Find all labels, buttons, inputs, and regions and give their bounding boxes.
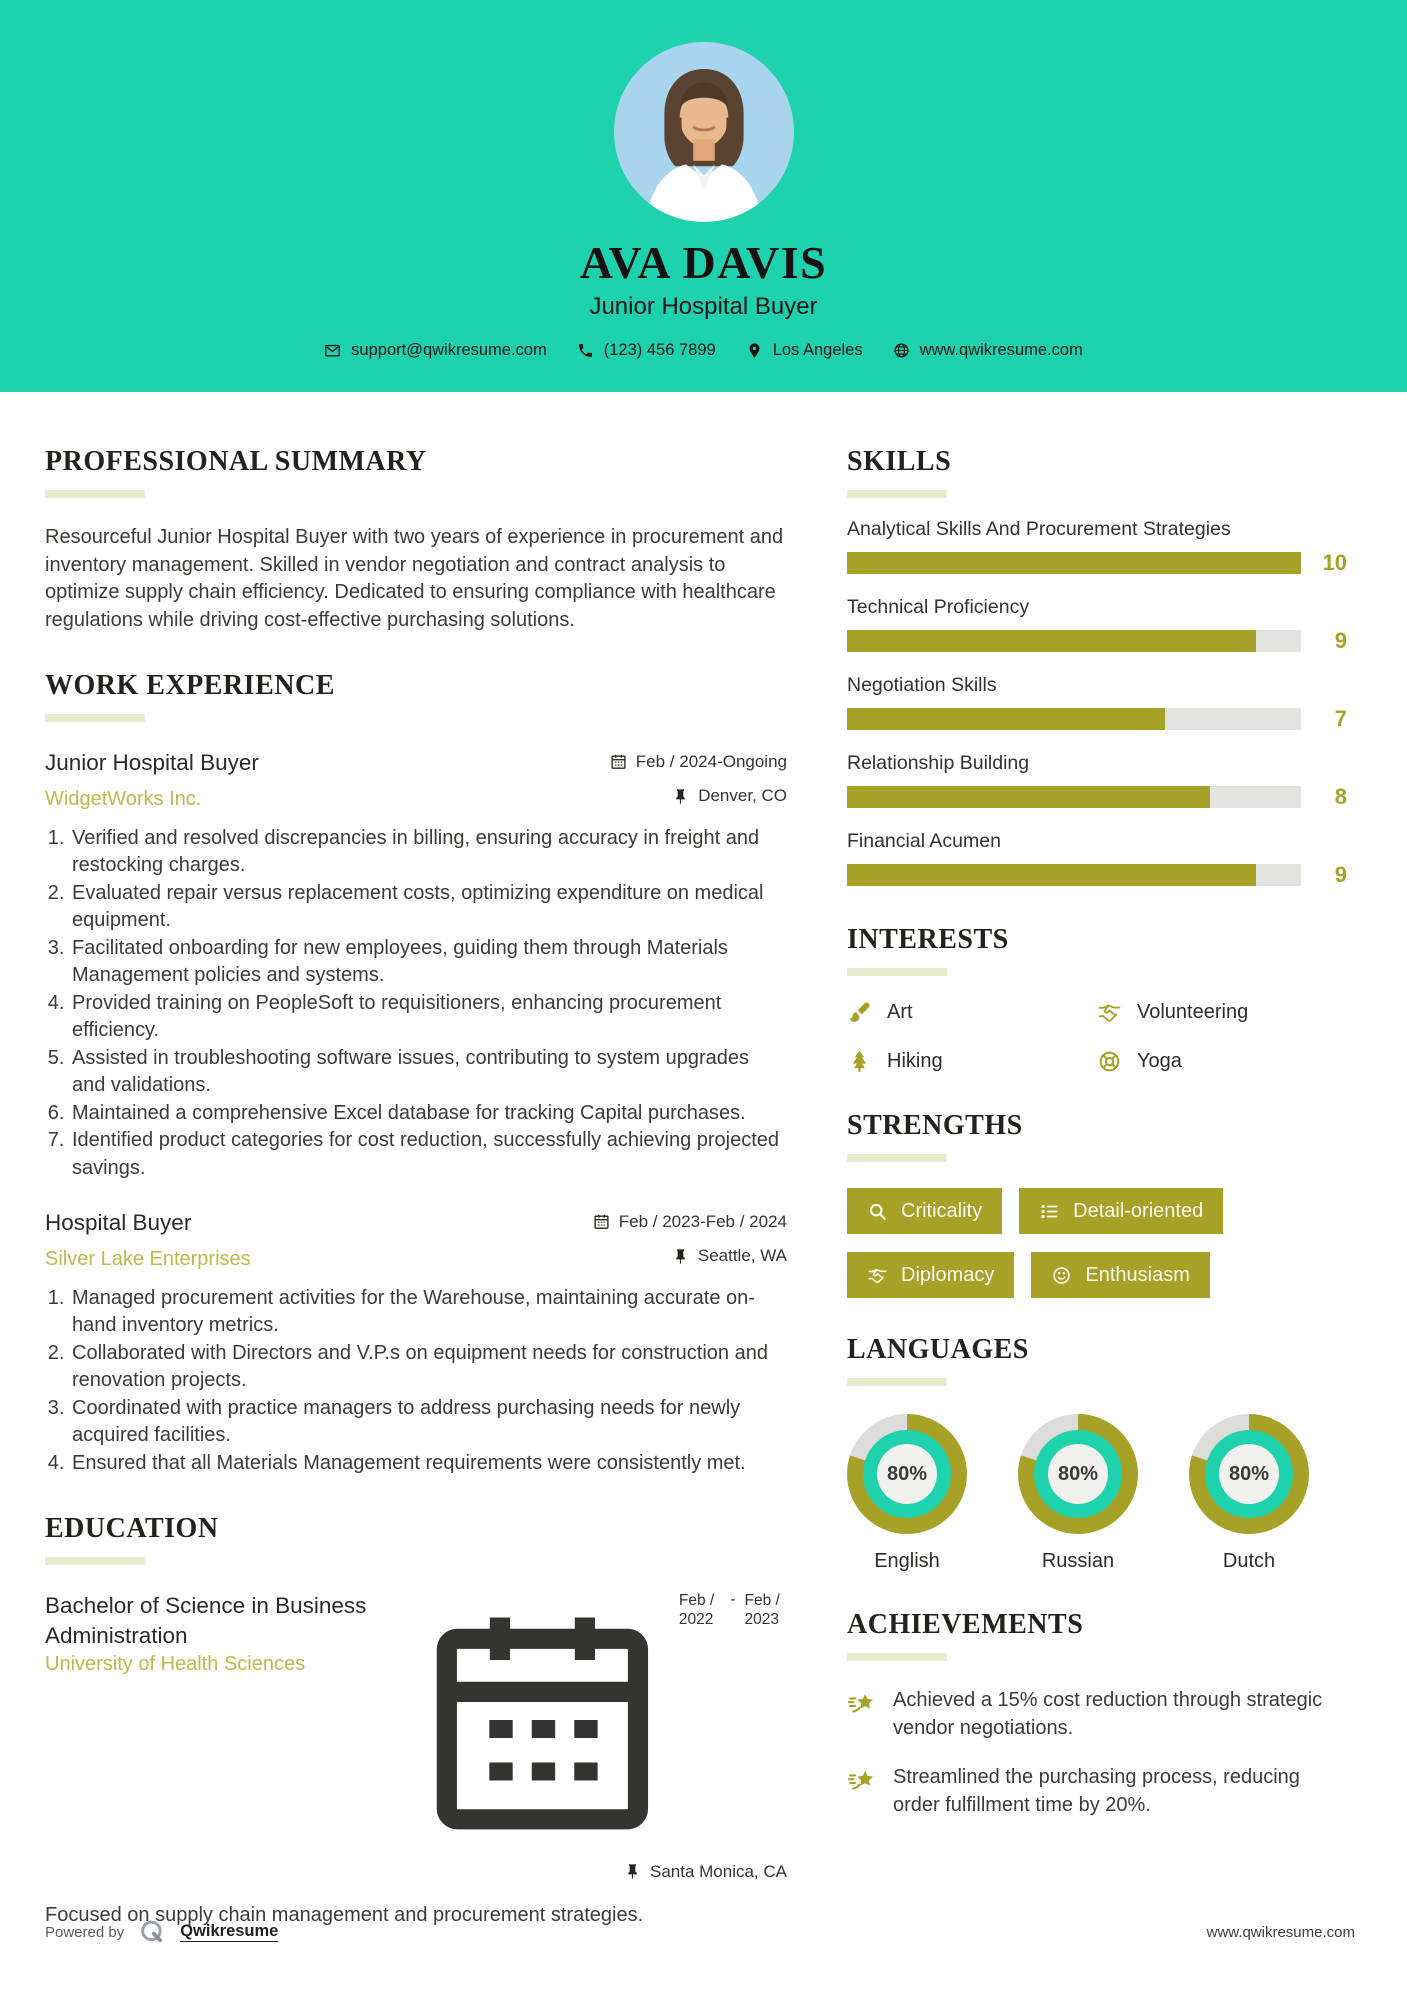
strength-badge [847,1188,1002,1234]
contact-label: Los Angeles [772,341,863,360]
left-column [45,446,787,1929]
job-location-text: Denver, CO [698,786,787,805]
job-bullet-list [45,1285,787,1478]
footer-website[interactable]: www.qwikresume.com [1206,1923,1355,1941]
job-dates [610,752,787,772]
pushpin-icon [672,1248,689,1265]
skill-bar-fill [847,786,1210,808]
interest-label: Volunteering [1137,1001,1249,1023]
donut-inner-ring [1205,1430,1293,1518]
skill-bar-track [847,630,1301,652]
job-bullet: 1. Managed procurement activities for the Warehouse, maintaining accurate on-hand inventory metrics. [70,1285,787,1340]
job-dates [593,1212,787,1232]
job-bullet: 5. Assisted in troubleshooting software issues, contributing to system upgrades and validations. [70,1045,787,1100]
job-bullet: 3. Facilitated onboarding for new employees, guiding them through Materials Management policies and systems. [70,935,787,990]
skill-row [847,674,1347,732]
job-title: Hospital Buyer [45,1210,192,1235]
person-name: AVA DAVIS [579,237,828,288]
skill-value: 7 [1334,706,1347,731]
contact-row [0,341,1407,360]
profile-photo [614,42,794,222]
heading-rule [847,490,947,498]
job-location-text: Seattle, WA [697,1246,787,1265]
section-skills [847,446,1347,888]
magnifier-icon [867,1201,888,1222]
section-languages [847,1334,1347,1573]
language-item [1018,1414,1138,1573]
achievement-item [847,1764,1347,1819]
education-date-separator: - [730,1591,736,1608]
achievements-heading: ACHIEVEMENTS [847,1609,1084,1640]
job-entry [45,750,787,1182]
education-heading: EDUCATION [45,1513,219,1544]
heading-rule [847,1378,947,1386]
section-education [45,1513,787,1929]
skill-name: Technical Proficiency [847,596,1030,618]
skill-name: Relationship Building [847,752,1030,774]
language-percent: 80% [877,1444,937,1504]
summary-text: Resourceful Junior Hospital Buyer with two years of experience in procurement and inventory management. Skilled in vendor negotiation and contract analysis to optimize supply chain efficiency. Dedicated to ensuring compliance with healthcare regulations while driving cost-effective purchasing solutions. [45,526,784,631]
strength-label: Criticality [901,1200,983,1222]
language-label: Dutch [1222,1550,1276,1572]
job-entry [45,1210,787,1477]
heading-rule [847,1154,947,1162]
skill-bar-track [847,708,1301,730]
education-school: University of Health Sciences [45,1653,306,1675]
strengths-heading: STRENGTHS [847,1110,1023,1141]
skill-bar-track [847,864,1301,886]
language-label: Russian [1041,1550,1115,1572]
header [0,0,1407,392]
skill-name: Analytical Skills And Procurement Strategies [847,518,1231,540]
skill-name: Negotiation Skills [847,674,997,696]
education-dates [415,1591,787,1846]
shooting-star-icon [847,1689,877,1719]
contact-label: support@qwikresume.com [351,341,547,360]
heading-rule [45,490,145,498]
contact-item[interactable] [746,341,863,360]
paintbrush-icon [847,1000,872,1025]
skills-heading: SKILLS [847,446,952,477]
language-percent: 80% [1048,1444,1108,1504]
skill-row [847,596,1347,654]
strength-label: Detail-oriented [1073,1200,1204,1222]
interest-label: Art [887,1001,913,1023]
achievement-text: Achieved a 15% cost reduction through strategic vendor negotiations. [893,1689,1323,1739]
pushpin-icon [672,788,689,805]
interest-label: Yoga [1137,1050,1182,1072]
job-company: Silver Lake Enterprises [45,1247,251,1270]
education-date-start: Feb / 2022 [678,1592,715,1628]
language-donut-chart [1018,1414,1138,1534]
calendar-icon [415,1591,670,1846]
pushpin-icon [624,1863,641,1880]
job-bullet: 2. Collaborated with Directors and V.P.s on equipment needs for construction and renovation projects. [70,1340,787,1395]
heading-rule [847,968,947,976]
contact-label: (123) 456 7899 [603,341,716,360]
contact-item[interactable] [893,341,1083,360]
qwikresume-logo-icon [138,1918,166,1946]
interest-item [847,1049,1097,1074]
skill-bar-fill [847,708,1165,730]
achievement-text: Streamlined the purchasing process, reducing order fulfillment time by 20%. [893,1766,1300,1816]
tree-icon [847,1049,872,1074]
heading-rule [847,1653,947,1661]
phone-icon [577,342,594,359]
shooting-star-icon [847,1766,877,1796]
interest-item [1097,1000,1347,1025]
avatar [614,42,794,222]
globe-icon [893,342,910,359]
strength-badge [1031,1252,1210,1298]
language-donut-chart [1189,1414,1309,1534]
skill-bar-track [847,786,1301,808]
interest-item [1097,1049,1347,1074]
skill-bar-track [847,552,1301,574]
education-description: Focused on supply chain management and procurement strategies. [45,1903,644,1926]
contact-label: www.qwikresume.com [919,341,1083,360]
skill-row [847,830,1347,888]
languages-heading: LANGUAGES [847,1334,1029,1365]
section-work-experience [45,670,787,1477]
job-location [672,1246,787,1266]
job-dates-text: Feb / 2023-Feb / 2024 [618,1211,787,1231]
strength-badge [1019,1188,1223,1234]
language-percent: 80% [1219,1444,1279,1504]
footer [45,1918,1355,1946]
skill-bar-fill [847,864,1256,886]
skill-bar-fill [847,630,1256,652]
experience-heading: WORK EXPERIENCE [45,670,335,701]
job-title: Junior Hospital Buyer [45,750,259,775]
education-location [624,1862,787,1882]
person-title: Junior Hospital Buyer [589,293,818,321]
skill-value: 10 [1322,550,1347,575]
map-pin-icon [746,342,763,359]
job-bullet: 7. Identified product categories for cost reduction, successfully achieving projected savings. [70,1127,787,1182]
skill-value: 9 [1334,628,1347,653]
contact-item[interactable] [577,341,716,360]
education-degree: Bachelor of Science in Business Administration [45,1593,367,1648]
job-company: WidgetWorks Inc. [45,787,202,810]
strength-label: Enthusiasm [1085,1264,1190,1286]
heading-rule [45,714,145,722]
content [0,392,1407,1929]
section-professional-summary [45,446,787,634]
powered-by-text: Powered by [45,1923,125,1941]
job-bullet: 2. Evaluated repair versus replacement costs, optimizing expenditure on medical equipment. [70,880,787,935]
section-strengths [847,1110,1347,1298]
skill-bar-fill [847,552,1301,574]
strength-label: Diplomacy [901,1264,995,1286]
language-item [847,1414,967,1573]
donut-inner-ring [1034,1430,1122,1518]
strength-badge [847,1252,1014,1298]
job-bullet: 4. Ensured that all Materials Management requirements were consistently met. [70,1450,787,1478]
calendar-icon [593,1213,610,1230]
smiley-icon [1051,1265,1072,1286]
calendar-icon [610,753,627,770]
interest-label: Hiking [887,1050,943,1072]
handshake-icon [1097,1000,1122,1025]
skill-row [847,518,1347,576]
job-bullet: 4. Provided training on PeopleSoft to requisitioners, enhancing procurement efficiency. [70,990,787,1045]
job-bullet: 1. Verified and resolved discrepancies in billing, ensuring accuracy in freight and restocking charges. [70,825,787,880]
donut-inner-ring [863,1430,951,1518]
language-label: English [874,1550,940,1572]
handshake-icon [867,1265,888,1286]
skill-value: 9 [1334,862,1347,887]
heading-rule [45,1557,145,1565]
job-bullet: 6. Maintained a comprehensive Excel database for tracking Capital purchases. [70,1100,787,1128]
summary-heading: PROFESSIONAL SUMMARY [45,446,427,477]
skill-row [847,752,1347,810]
skill-value: 8 [1334,784,1347,809]
education-date-end: Feb / 2023 [744,1592,780,1628]
job-bullet: 3. Coordinated with practice managers to address purchasing needs for newly acquired facilities. [70,1395,787,1450]
lifebuoy-icon [1097,1049,1122,1074]
section-interests [847,924,1347,1074]
interest-item [847,1000,1097,1025]
right-column [847,446,1347,1929]
envelope-icon [324,342,341,359]
achievement-item [847,1687,1347,1742]
job-location [672,786,787,806]
job-bullet-list [45,825,787,1183]
contact-item[interactable] [324,341,547,360]
job-dates-text: Feb / 2024-Ongoing [635,751,787,771]
skill-name: Financial Acumen [847,830,1001,852]
education-location-text: Santa Monica, CA [649,1861,787,1881]
section-achievements [847,1609,1347,1819]
language-donut-chart [847,1414,967,1534]
language-item [1189,1414,1309,1573]
qwikresume-link[interactable]: Qwikresume [180,1922,279,1940]
list-icon [1039,1201,1060,1222]
interests-heading: INTERESTS [847,924,1009,955]
